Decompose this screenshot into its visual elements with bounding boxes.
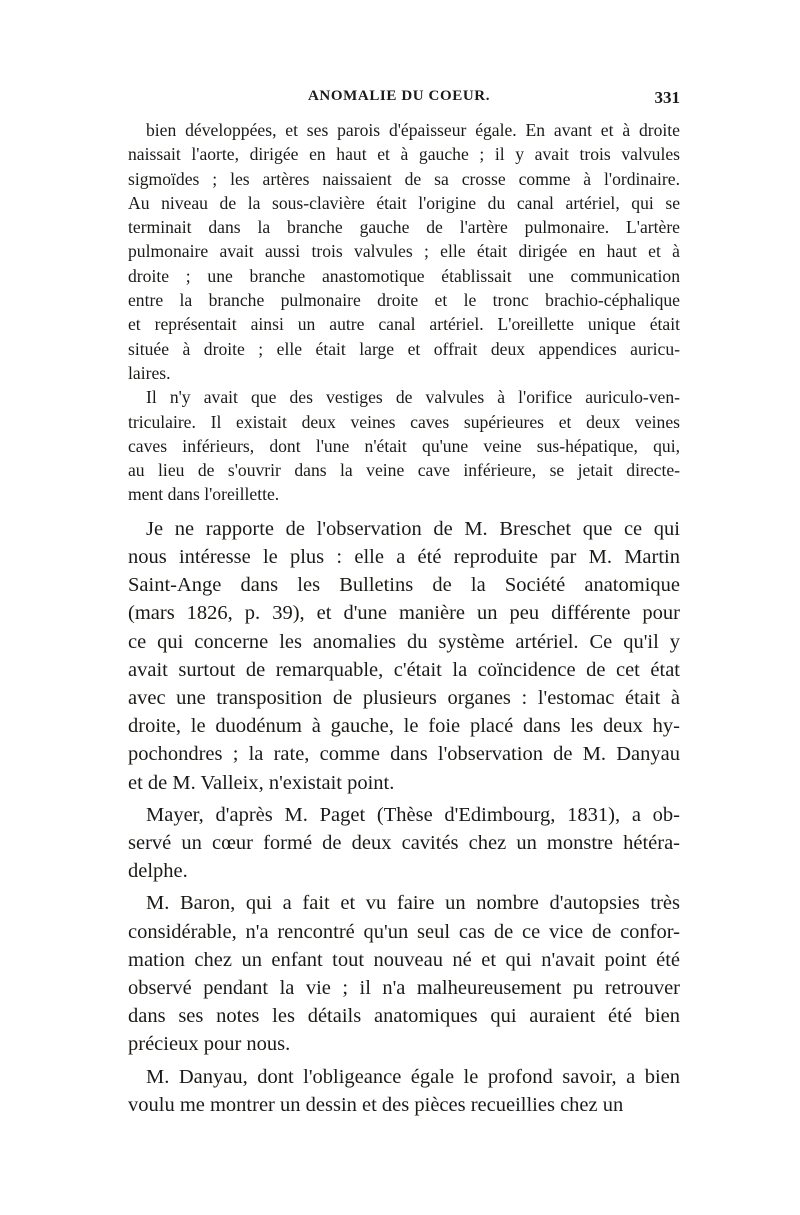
text-line: servé un cœur formé de deux cavités chez un monstre hétéra- bbox=[128, 831, 680, 854]
text-line: et représentait ainsi un autre canal artériel. L'oreillette unique était bbox=[128, 314, 680, 335]
text-line: ce qui concerne les anomalies du système artériel. Ce qu'il y bbox=[128, 630, 680, 653]
text-line: mation chez un enfant tout nouveau né et qui n'avait point été bbox=[128, 948, 680, 971]
text-line: au lieu de s'ouvrir dans la veine cave inférieure, se jetait directe- bbox=[128, 460, 680, 481]
text-line: pulmonaire avait aussi trois valvules ; elle était dirigée en haut et à bbox=[128, 241, 680, 262]
paragraph bbox=[128, 1063, 680, 1119]
running-title: ANOMALIE DU COEUR. bbox=[308, 88, 491, 104]
text-line: droite, le duodénum à gauche, le foie placé dans les deux hy- bbox=[128, 715, 680, 738]
text-line: Je ne rapporte de l'observation de M. Breschet que ce qui bbox=[146, 517, 680, 540]
text-line: Au niveau de la sous-clavière était l'origine du canal artériel, qui se bbox=[128, 192, 680, 213]
main-text-section bbox=[128, 515, 680, 1119]
text-line: précieux pour nous. bbox=[128, 1033, 291, 1056]
text-line: Mayer, d'après M. Paget (Thèse d'Edimbourg, 1831), a ob- bbox=[146, 803, 680, 826]
text-line: caves inférieurs, dont l'une n'était qu'une veine sus-hépatique, qui, bbox=[128, 435, 680, 456]
text-line: delphe. bbox=[128, 860, 188, 883]
text-line: terminait dans la branche gauche de l'artère pulmonaire. L'artère bbox=[128, 217, 680, 238]
text-line: pochondres ; la rate, comme dans l'observation de M. Danyau bbox=[128, 743, 680, 766]
paragraph bbox=[128, 385, 680, 506]
paragraph bbox=[128, 515, 680, 797]
paragraph bbox=[128, 118, 680, 385]
text-line: Il n'y avait que des vestiges de valvules à l'orifice auriculo-ven- bbox=[146, 387, 680, 408]
running-head bbox=[128, 88, 680, 116]
text-line: voulu me montrer un dessin et des pièces recueillies chez un bbox=[128, 1093, 624, 1116]
text-line: située à droite ; elle était large et offrait deux appendices auricu- bbox=[128, 338, 680, 359]
text-line: laires. bbox=[128, 362, 171, 383]
text-line: M. Danyau, dont l'obligeance égale le profond savoir, a bien bbox=[146, 1065, 680, 1088]
text-line: droite ; une branche anastomotique établissait une communication bbox=[128, 265, 680, 286]
page-number: 331 bbox=[654, 88, 680, 107]
text-line: ment dans l'oreillette. bbox=[128, 484, 280, 505]
text-line: avait surtout de remarquable, c'était la coïncidence de cet état bbox=[128, 658, 680, 681]
text-line: sigmoïdes ; les artères naissaient de sa crosse comme à l'ordinaire. bbox=[128, 168, 680, 189]
text-line: observé pendant la vie ; il n'a malheureusement pu retrouver bbox=[128, 977, 680, 999]
small-print-section bbox=[128, 118, 680, 507]
paragraph bbox=[128, 889, 680, 1058]
text-line: naissait l'aorte, dirigée en haut et à gauche ; il y avait trois valvules bbox=[128, 144, 680, 165]
text-line: entre la branche pulmonaire droite et le tronc brachio-céphalique bbox=[128, 290, 680, 311]
text-line: dans ses notes les détails anatomiques qui auraient été bien bbox=[128, 1005, 680, 1028]
text-line: (mars 1826, p. 39), et d'une manière un peu différente pour bbox=[128, 602, 680, 625]
paragraph bbox=[128, 801, 680, 886]
text-line: triculaire. Il existait deux veines caves supérieures et deux veines bbox=[128, 411, 680, 432]
text-line: Saint-Ange dans les Bulletins de la Société anatomique bbox=[128, 574, 680, 597]
body-text bbox=[128, 118, 680, 1119]
text-line: nous intéresse le plus : elle a été reproduite par M. Martin bbox=[128, 545, 680, 568]
text-line: M. Baron, qui a fait et vu faire un nombre d'autopsies très bbox=[146, 892, 680, 915]
text-line: considérable, n'a rencontré qu'un seul cas de ce vice de confor- bbox=[128, 920, 680, 943]
text-line: bien développées, et ses parois d'épaisseur égale. En avant et à droite bbox=[146, 120, 680, 140]
text-line: et de M. Valleix, n'existait point. bbox=[128, 771, 395, 794]
text-line: avec une transposition de plusieurs organes : l'estomac était à bbox=[128, 686, 680, 709]
